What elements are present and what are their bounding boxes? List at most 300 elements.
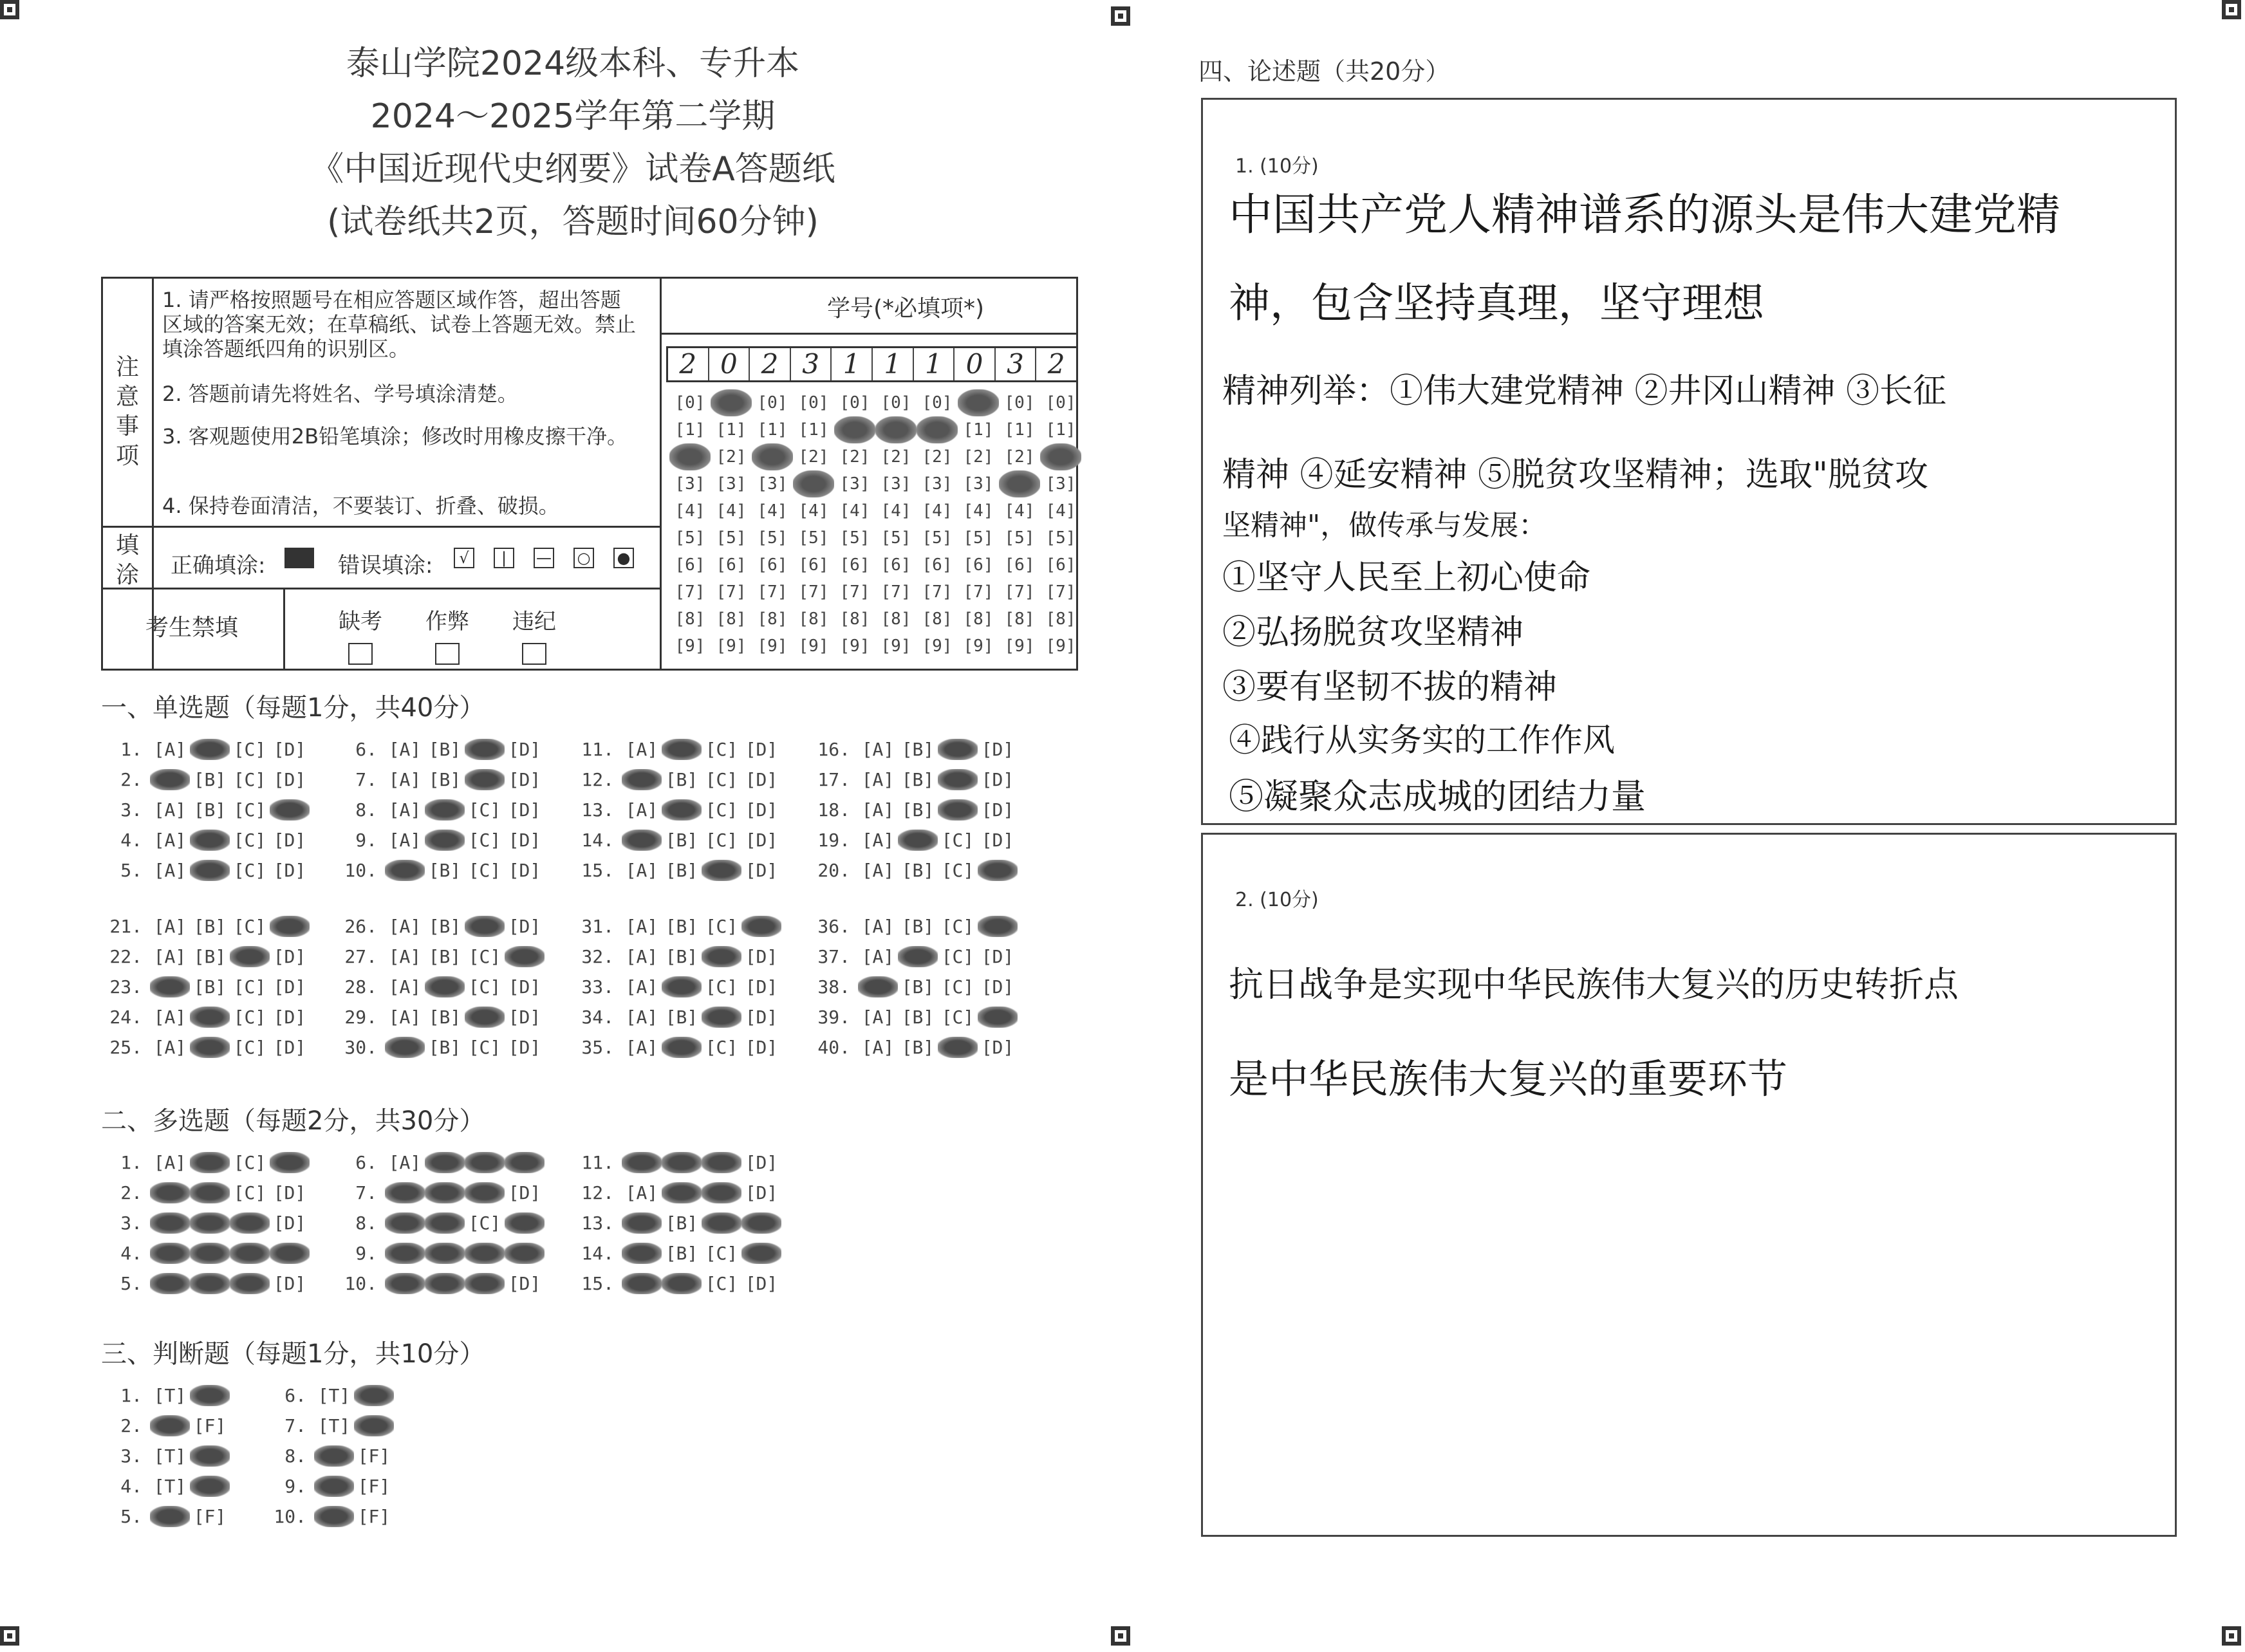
option-bubble[interactable] — [385, 1273, 425, 1294]
digit-bubble[interactable]: [1] — [675, 420, 705, 440]
option-bubble[interactable]: [D] — [745, 1007, 778, 1028]
digit-bubble[interactable]: [4] — [1004, 501, 1035, 521]
option-bubble[interactable]: [B] — [193, 976, 227, 998]
option-bubble[interactable] — [978, 916, 1018, 937]
option-bubble[interactable] — [425, 799, 465, 821]
option-bubble[interactable]: [A] — [625, 1007, 658, 1028]
option-bubble[interactable] — [150, 976, 190, 998]
option-bubble[interactable]: [B] — [665, 1243, 698, 1264]
digit-bubble[interactable]: [9] — [1004, 636, 1035, 656]
option-bubble[interactable] — [385, 1037, 425, 1058]
digit-bubble[interactable]: [7] — [757, 582, 788, 602]
option-bubble[interactable]: [C] — [941, 976, 974, 998]
option-bubble[interactable] — [190, 1037, 230, 1058]
digit-bubble[interactable]: [4] — [922, 501, 953, 521]
option-bubble[interactable]: [C] — [705, 830, 738, 851]
digit-bubble[interactable]: [2] — [1004, 447, 1035, 467]
option-bubble[interactable]: [A] — [625, 946, 658, 967]
option-bubble[interactable] — [465, 1273, 505, 1294]
option-bubble[interactable]: [A] — [388, 946, 422, 967]
digit-bubble[interactable]: [7] — [798, 582, 829, 602]
option-bubble[interactable]: [D] — [745, 946, 778, 967]
digit-bubble[interactable]: [4] — [716, 501, 747, 521]
digit-bubble[interactable]: [5] — [798, 528, 829, 548]
option-bubble[interactable]: [C] — [705, 769, 738, 790]
option-bubble[interactable] — [465, 1243, 505, 1264]
option-bubble[interactable] — [314, 1476, 354, 1497]
digit-bubble[interactable] — [958, 389, 999, 416]
option-bubble[interactable]: [A] — [861, 860, 895, 881]
option-bubble[interactable]: [A] — [388, 976, 422, 998]
option-bubble[interactable]: [C] — [468, 976, 501, 998]
digit-bubble[interactable]: [9] — [922, 636, 953, 656]
option-bubble[interactable]: [A] — [388, 769, 422, 790]
option-bubble[interactable]: [D] — [508, 1182, 541, 1203]
option-bubble[interactable]: [B] — [901, 739, 935, 760]
flag-checkbox[interactable] — [348, 643, 373, 665]
option-bubble[interactable]: [D] — [508, 1273, 541, 1294]
option-bubble[interactable]: [T] — [153, 1385, 187, 1406]
option-bubble[interactable]: [D] — [508, 916, 541, 937]
option-bubble[interactable]: [C] — [941, 946, 974, 967]
digit-bubble[interactable]: [5] — [963, 528, 994, 548]
digit-bubble[interactable]: [4] — [757, 501, 788, 521]
digit-bubble[interactable]: [9] — [757, 636, 788, 656]
option-bubble[interactable] — [505, 1152, 545, 1173]
option-bubble[interactable]: [B] — [901, 976, 935, 998]
option-bubble[interactable]: [A] — [625, 799, 658, 821]
digit-bubble[interactable]: [2] — [716, 447, 747, 467]
option-bubble[interactable]: [B] — [901, 1037, 935, 1058]
digit-bubble[interactable]: [3] — [675, 474, 705, 494]
digit-bubble[interactable]: [8] — [880, 609, 911, 629]
option-bubble[interactable]: [D] — [273, 1212, 306, 1234]
option-bubble[interactable]: [D] — [508, 799, 541, 821]
option-bubble[interactable]: [C] — [233, 976, 266, 998]
option-bubble[interactable] — [150, 1182, 190, 1203]
option-bubble[interactable]: [C] — [468, 1212, 501, 1234]
option-bubble[interactable]: [C] — [233, 916, 266, 937]
flag-absent[interactable] — [322, 604, 399, 665]
option-bubble[interactable]: [C] — [468, 799, 501, 821]
option-bubble[interactable] — [425, 1212, 465, 1234]
option-bubble[interactable]: [B] — [665, 1007, 698, 1028]
option-bubble[interactable]: [B] — [665, 916, 698, 937]
option-bubble[interactable]: [D] — [273, 946, 306, 967]
option-bubble[interactable] — [622, 769, 662, 790]
option-bubble[interactable]: [A] — [861, 799, 895, 821]
option-bubble[interactable] — [622, 830, 662, 851]
option-bubble[interactable] — [425, 1273, 465, 1294]
flag-violation[interactable] — [496, 604, 573, 665]
digit-bubble[interactable]: [1] — [963, 420, 994, 440]
option-bubble[interactable]: [B] — [428, 916, 461, 937]
option-bubble[interactable] — [314, 1445, 354, 1467]
digit-bubble[interactable]: [9] — [880, 636, 911, 656]
option-bubble[interactable]: [C] — [941, 830, 974, 851]
option-bubble[interactable]: [D] — [745, 1273, 778, 1294]
flag-checkbox[interactable] — [522, 643, 546, 665]
option-bubble[interactable] — [898, 830, 938, 851]
digit-bubble[interactable]: [8] — [757, 609, 788, 629]
option-bubble[interactable] — [425, 1243, 465, 1264]
digit-bubble[interactable]: [6] — [922, 555, 953, 575]
option-bubble[interactable]: [D] — [981, 946, 1014, 967]
option-bubble[interactable] — [465, 1152, 505, 1173]
digit-bubble[interactable]: [9] — [1045, 636, 1076, 656]
option-bubble[interactable]: [T] — [317, 1385, 351, 1406]
option-bubble[interactable]: [B] — [901, 916, 935, 937]
option-bubble[interactable]: [A] — [625, 739, 658, 760]
option-bubble[interactable]: [D] — [981, 799, 1014, 821]
digit-bubble[interactable]: [4] — [839, 501, 870, 521]
option-bubble[interactable] — [230, 1273, 270, 1294]
option-bubble[interactable]: [B] — [665, 769, 698, 790]
option-bubble[interactable] — [858, 976, 898, 998]
option-bubble[interactable]: [A] — [625, 976, 658, 998]
digit-bubble[interactable]: [2] — [798, 447, 829, 467]
option-bubble[interactable] — [702, 1182, 741, 1203]
digit-bubble[interactable]: [4] — [963, 501, 994, 521]
digit-bubble[interactable]: [3] — [757, 474, 788, 494]
digit-bubble[interactable]: [3] — [1045, 474, 1076, 494]
option-bubble[interactable] — [425, 976, 465, 998]
option-bubble[interactable]: [A] — [153, 799, 187, 821]
digit-bubble[interactable]: [7] — [880, 582, 911, 602]
option-bubble[interactable]: [D] — [508, 830, 541, 851]
digit-bubble[interactable]: [5] — [1004, 528, 1035, 548]
option-bubble[interactable]: [B] — [665, 830, 698, 851]
digit-bubble[interactable]: [5] — [757, 528, 788, 548]
option-bubble[interactable]: [F] — [193, 1506, 227, 1527]
digit-bubble[interactable]: [7] — [716, 582, 747, 602]
digit-bubble[interactable] — [834, 416, 875, 443]
option-bubble[interactable]: [D] — [508, 1037, 541, 1058]
option-bubble[interactable]: [A] — [153, 739, 187, 760]
option-bubble[interactable] — [465, 916, 505, 937]
option-bubble[interactable]: [A] — [861, 916, 895, 937]
option-bubble[interactable] — [230, 1212, 270, 1234]
option-bubble[interactable]: [A] — [861, 1007, 895, 1028]
digit-bubble[interactable]: [2] — [839, 447, 870, 467]
option-bubble[interactable] — [741, 1212, 781, 1234]
digit-bubble[interactable] — [875, 416, 917, 443]
option-bubble[interactable]: [C] — [705, 799, 738, 821]
option-bubble[interactable] — [741, 1243, 781, 1264]
option-bubble[interactable] — [938, 1037, 978, 1058]
option-bubble[interactable] — [190, 1445, 230, 1467]
digit-bubble[interactable]: [6] — [757, 555, 788, 575]
option-bubble[interactable]: [T] — [317, 1415, 351, 1436]
option-bubble[interactable]: [B] — [193, 769, 227, 790]
option-bubble[interactable] — [662, 1037, 702, 1058]
option-bubble[interactable]: [D] — [273, 860, 306, 881]
option-bubble[interactable]: [D] — [273, 1273, 306, 1294]
option-bubble[interactable]: [A] — [625, 1182, 658, 1203]
option-bubble[interactable] — [425, 1182, 465, 1203]
option-bubble[interactable] — [465, 1182, 505, 1203]
digit-bubble[interactable]: [5] — [716, 528, 747, 548]
flag-cheating[interactable] — [409, 604, 486, 665]
digit-bubble[interactable]: [2] — [922, 447, 953, 467]
flag-checkbox[interactable] — [435, 643, 460, 665]
option-bubble[interactable] — [622, 1243, 662, 1264]
option-bubble[interactable]: [B] — [428, 739, 461, 760]
option-bubble[interactable]: [C] — [705, 916, 738, 937]
option-bubble[interactable] — [622, 1212, 662, 1234]
digit-bubble[interactable]: [8] — [798, 609, 829, 629]
option-bubble[interactable]: [A] — [388, 739, 422, 760]
option-bubble[interactable]: [C] — [468, 1037, 501, 1058]
essay-box-q1[interactable] — [1201, 98, 2177, 825]
option-bubble[interactable]: [A] — [861, 739, 895, 760]
digit-bubble[interactable]: [0] — [675, 393, 705, 413]
option-bubble[interactable]: [D] — [273, 739, 306, 760]
option-bubble[interactable]: [F] — [357, 1476, 391, 1497]
option-bubble[interactable]: [A] — [388, 1007, 422, 1028]
student-id-bubble-grid[interactable] — [669, 389, 1081, 660]
digit-bubble[interactable] — [711, 389, 752, 416]
option-bubble[interactable] — [150, 1243, 190, 1264]
option-bubble[interactable] — [150, 1273, 190, 1294]
digit-bubble[interactable]: [0] — [839, 393, 870, 413]
option-bubble[interactable]: [A] — [861, 830, 895, 851]
option-bubble[interactable]: [D] — [745, 860, 778, 881]
option-bubble[interactable]: [D] — [745, 976, 778, 998]
option-bubble[interactable]: [D] — [273, 1182, 306, 1203]
option-bubble[interactable] — [702, 1212, 741, 1234]
option-bubble[interactable]: [D] — [273, 1037, 306, 1058]
option-bubble[interactable]: [C] — [705, 1273, 738, 1294]
option-bubble[interactable] — [702, 946, 741, 967]
option-bubble[interactable]: [A] — [861, 1037, 895, 1058]
option-bubble[interactable]: [F] — [193, 1415, 227, 1436]
digit-bubble[interactable]: [0] — [1004, 393, 1035, 413]
option-bubble[interactable] — [190, 1152, 230, 1173]
option-bubble[interactable]: [B] — [428, 1037, 461, 1058]
option-bubble[interactable]: [A] — [625, 916, 658, 937]
option-bubble[interactable] — [230, 1243, 270, 1264]
option-bubble[interactable] — [938, 769, 978, 790]
option-bubble[interactable]: [A] — [153, 1152, 187, 1173]
option-bubble[interactable]: [C] — [468, 830, 501, 851]
digit-bubble[interactable]: [5] — [1045, 528, 1076, 548]
option-bubble[interactable] — [662, 739, 702, 760]
option-bubble[interactable]: [D] — [745, 799, 778, 821]
digit-bubble[interactable]: [1] — [716, 420, 747, 440]
option-bubble[interactable] — [190, 1007, 230, 1028]
digit-bubble[interactable]: [7] — [922, 582, 953, 602]
option-bubble[interactable] — [270, 916, 310, 937]
digit-bubble[interactable]: [3] — [963, 474, 994, 494]
option-bubble[interactable]: [C] — [941, 1007, 974, 1028]
digit-bubble[interactable]: [8] — [922, 609, 953, 629]
digit-bubble[interactable]: [0] — [880, 393, 911, 413]
digit-bubble[interactable]: [7] — [1004, 582, 1035, 602]
option-bubble[interactable] — [702, 1007, 741, 1028]
option-bubble[interactable] — [938, 739, 978, 760]
digit-bubble[interactable]: [0] — [798, 393, 829, 413]
option-bubble[interactable]: [B] — [901, 799, 935, 821]
digit-bubble[interactable]: [7] — [675, 582, 705, 602]
option-bubble[interactable] — [465, 739, 505, 760]
option-bubble[interactable]: [D] — [745, 739, 778, 760]
digit-bubble[interactable]: [8] — [1004, 609, 1035, 629]
digit-bubble[interactable]: [5] — [839, 528, 870, 548]
option-bubble[interactable]: [B] — [665, 1212, 698, 1234]
option-bubble[interactable] — [505, 1243, 545, 1264]
option-bubble[interactable] — [150, 1506, 190, 1527]
digit-bubble[interactable]: [7] — [839, 582, 870, 602]
option-bubble[interactable] — [425, 830, 465, 851]
option-bubble[interactable] — [190, 1273, 230, 1294]
option-bubble[interactable]: [B] — [428, 1007, 461, 1028]
option-bubble[interactable]: [C] — [233, 739, 266, 760]
option-bubble[interactable] — [190, 739, 230, 760]
option-bubble[interactable]: [C] — [233, 1152, 266, 1173]
option-bubble[interactable]: [A] — [388, 1152, 422, 1173]
option-bubble[interactable]: [D] — [981, 830, 1014, 851]
digit-bubble[interactable] — [752, 443, 793, 470]
option-bubble[interactable]: [C] — [233, 860, 266, 881]
option-bubble[interactable]: [D] — [273, 976, 306, 998]
option-bubble[interactable]: [D] — [745, 1182, 778, 1203]
option-bubble[interactable] — [385, 1243, 425, 1264]
option-bubble[interactable]: [A] — [388, 799, 422, 821]
option-bubble[interactable] — [978, 860, 1018, 881]
digit-bubble[interactable]: [6] — [963, 555, 994, 575]
option-bubble[interactable]: [A] — [153, 1037, 187, 1058]
option-bubble[interactable] — [622, 1152, 662, 1173]
option-bubble[interactable]: [C] — [705, 739, 738, 760]
option-bubble[interactable] — [270, 1152, 310, 1173]
digit-bubble[interactable]: [3] — [880, 474, 911, 494]
digit-bubble[interactable] — [917, 416, 958, 443]
option-bubble[interactable] — [385, 1182, 425, 1203]
option-bubble[interactable]: [B] — [665, 946, 698, 967]
digit-bubble[interactable]: [9] — [675, 636, 705, 656]
digit-bubble[interactable] — [669, 443, 711, 470]
digit-bubble[interactable]: [8] — [963, 609, 994, 629]
option-bubble[interactable] — [662, 1152, 702, 1173]
option-bubble[interactable] — [150, 1212, 190, 1234]
digit-bubble[interactable]: [7] — [1045, 582, 1076, 602]
digit-bubble[interactable]: [6] — [1045, 555, 1076, 575]
digit-bubble[interactable]: [0] — [757, 393, 788, 413]
digit-bubble[interactable] — [793, 470, 834, 497]
digit-bubble[interactable]: [6] — [798, 555, 829, 575]
option-bubble[interactable]: [B] — [901, 860, 935, 881]
option-bubble[interactable] — [898, 946, 938, 967]
option-bubble[interactable]: [C] — [941, 916, 974, 937]
option-bubble[interactable]: [C] — [233, 1037, 266, 1058]
option-bubble[interactable]: [B] — [428, 860, 461, 881]
digit-bubble[interactable]: [8] — [1045, 609, 1076, 629]
option-bubble[interactable] — [190, 1385, 230, 1406]
option-bubble[interactable]: [B] — [901, 769, 935, 790]
option-bubble[interactable]: [T] — [153, 1445, 187, 1467]
option-bubble[interactable]: [D] — [273, 769, 306, 790]
option-bubble[interactable] — [702, 860, 741, 881]
digit-bubble[interactable]: [9] — [963, 636, 994, 656]
option-bubble[interactable]: [A] — [153, 946, 187, 967]
option-bubble[interactable]: [D] — [981, 739, 1014, 760]
option-bubble[interactable] — [505, 946, 545, 967]
option-bubble[interactable]: [B] — [428, 946, 461, 967]
digit-bubble[interactable]: [1] — [1004, 420, 1035, 440]
digit-bubble[interactable]: [3] — [922, 474, 953, 494]
option-bubble[interactable]: [A] — [388, 916, 422, 937]
digit-bubble[interactable]: [6] — [1004, 555, 1035, 575]
option-bubble[interactable]: [D] — [745, 830, 778, 851]
option-bubble[interactable]: [D] — [981, 1037, 1014, 1058]
option-bubble[interactable]: [D] — [273, 830, 306, 851]
digit-bubble[interactable]: [6] — [716, 555, 747, 575]
digit-bubble[interactable]: [4] — [1045, 501, 1076, 521]
option-bubble[interactable] — [662, 799, 702, 821]
option-bubble[interactable]: [F] — [357, 1445, 391, 1467]
option-bubble[interactable]: [C] — [705, 976, 738, 998]
option-bubble[interactable] — [978, 1007, 1018, 1028]
essay-box-q2[interactable] — [1201, 833, 2177, 1537]
digit-bubble[interactable]: [9] — [716, 636, 747, 656]
option-bubble[interactable]: [A] — [153, 830, 187, 851]
option-bubble[interactable] — [314, 1506, 354, 1527]
digit-bubble[interactable]: [1] — [798, 420, 829, 440]
option-bubble[interactable]: [C] — [233, 799, 266, 821]
option-bubble[interactable] — [190, 830, 230, 851]
option-bubble[interactable]: [B] — [193, 799, 227, 821]
option-bubble[interactable] — [190, 1212, 230, 1234]
option-bubble[interactable]: [F] — [357, 1506, 391, 1527]
digit-bubble[interactable]: [5] — [922, 528, 953, 548]
digit-bubble[interactable]: [0] — [1045, 393, 1076, 413]
digit-bubble[interactable]: [8] — [839, 609, 870, 629]
digit-bubble[interactable]: [6] — [839, 555, 870, 575]
option-bubble[interactable] — [354, 1385, 394, 1406]
digit-bubble[interactable]: [4] — [798, 501, 829, 521]
option-bubble[interactable] — [230, 946, 270, 967]
option-bubble[interactable]: [C] — [468, 860, 501, 881]
option-bubble[interactable]: [B] — [193, 916, 227, 937]
option-bubble[interactable]: [D] — [745, 1152, 778, 1173]
option-bubble[interactable]: [C] — [468, 946, 501, 967]
option-bubble[interactable]: [A] — [861, 769, 895, 790]
option-bubble[interactable]: [A] — [153, 860, 187, 881]
option-bubble[interactable] — [190, 860, 230, 881]
digit-bubble[interactable]: [4] — [880, 501, 911, 521]
option-bubble[interactable] — [385, 1212, 425, 1234]
digit-bubble[interactable]: [9] — [839, 636, 870, 656]
option-bubble[interactable] — [190, 1182, 230, 1203]
option-bubble[interactable]: [D] — [508, 769, 541, 790]
option-bubble[interactable] — [270, 1243, 310, 1264]
option-bubble[interactable] — [662, 1273, 702, 1294]
digit-bubble[interactable] — [999, 470, 1040, 497]
option-bubble[interactable]: [C] — [233, 1182, 266, 1203]
digit-bubble[interactable]: [4] — [675, 501, 705, 521]
option-bubble[interactable]: [C] — [705, 1037, 738, 1058]
option-bubble[interactable] — [622, 1273, 662, 1294]
option-bubble[interactable]: [B] — [665, 860, 698, 881]
digit-bubble[interactable]: [8] — [675, 609, 705, 629]
option-bubble[interactable]: [C] — [233, 1007, 266, 1028]
digit-bubble[interactable]: [3] — [716, 474, 747, 494]
digit-bubble[interactable]: [2] — [880, 447, 911, 467]
option-bubble[interactable]: [C] — [941, 860, 974, 881]
option-bubble[interactable] — [465, 1007, 505, 1028]
option-bubble[interactable]: [A] — [153, 916, 187, 937]
